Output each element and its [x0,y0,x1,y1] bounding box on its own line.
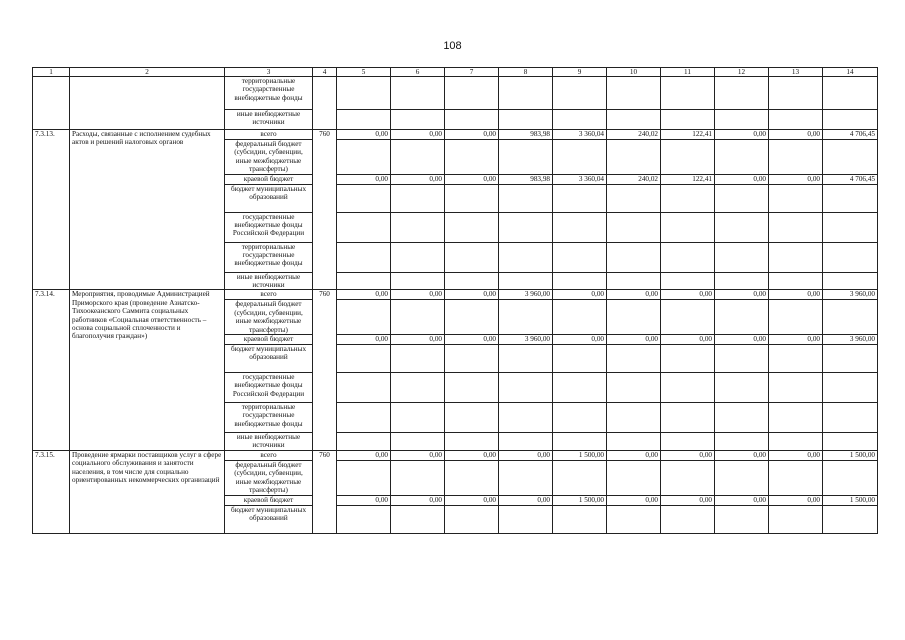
value-cell: 4 706,45 [823,174,878,184]
empty-cell [499,212,553,242]
source-cell: иные внебюджетные источники [225,110,313,130]
value-cell: 0,00 [337,495,391,505]
empty-cell [769,373,823,403]
source-cell: бюджет муниципальных образований [225,184,313,212]
value-cell: 0,00 [499,450,553,460]
value-cell: 0,00 [607,495,661,505]
empty-cell [715,345,769,373]
empty-cell [391,403,445,433]
value-cell: 3 960,00 [499,335,553,345]
empty-cell [499,433,553,451]
header-row [33,68,878,77]
item-name: Мероприятия, проводимые Администрацией Приморского края (проведение Азиатско-Тихоокеанского Саммита социальных работников «Социальная ответственность – основа социальной сплоченности и благополучия граждан») [70,290,225,450]
empty-cell [337,433,391,451]
header-cell: 13 [769,68,823,77]
empty-cell [607,460,661,495]
empty-cell [445,140,499,175]
empty-cell [445,110,499,130]
value-cell: 0,00 [607,450,661,460]
empty-cell [445,184,499,212]
empty-cell [823,403,878,433]
empty-cell [337,242,391,272]
empty-cell [391,433,445,451]
empty-cell [823,140,878,175]
value-cell: 240,02 [607,130,661,140]
value-cell: 0,00 [391,450,445,460]
empty-cell [715,242,769,272]
empty-cell [553,184,607,212]
source-cell: бюджет муниципальных образований [225,505,313,533]
empty-cell [499,272,553,290]
value-cell: 0,00 [391,495,445,505]
value-cell: 1 500,00 [823,495,878,505]
source-cell: государственные внебюджетные фонды Российской Федерации [225,212,313,242]
value-cell: 0,00 [445,450,499,460]
value-cell: 0,00 [715,495,769,505]
empty-cell [715,272,769,290]
empty-cell [553,77,607,110]
value-cell: 0,00 [607,335,661,345]
empty-cell [607,373,661,403]
empty-cell [499,403,553,433]
value-cell: 0,00 [445,290,499,300]
empty-cell [715,184,769,212]
empty-cell [661,345,715,373]
value-cell: 0,00 [769,290,823,300]
value-cell: 1 500,00 [553,495,607,505]
empty-cell [769,505,823,533]
value-cell: 0,00 [337,450,391,460]
header-cell: 6 [391,68,445,77]
empty-cell [661,77,715,110]
empty-cell [769,272,823,290]
empty-cell [553,300,607,335]
empty-cell [715,373,769,403]
empty-cell [715,403,769,433]
empty-cell [553,140,607,175]
empty-cell [661,403,715,433]
value-cell: 0,00 [391,335,445,345]
value-cell: 0,00 [769,495,823,505]
empty-cell [553,460,607,495]
table-row [33,130,878,140]
empty-cell [445,272,499,290]
empty-cell [661,110,715,130]
empty-cell [769,460,823,495]
empty-cell [391,272,445,290]
header-cell: 9 [553,68,607,77]
empty-cell [499,505,553,533]
empty-cell [607,300,661,335]
value-cell: 3 360,04 [553,174,607,184]
source-cell: территориальные государственные внебюджетные фонды [225,242,313,272]
empty-cell [715,77,769,110]
empty-cell [661,373,715,403]
empty-cell [607,77,661,110]
empty-cell [445,373,499,403]
empty-cell [715,140,769,175]
empty-cell [553,403,607,433]
header-cell: 11 [661,68,715,77]
item-unit: 760 [313,290,337,450]
empty-cell [607,110,661,130]
source-cell: иные внебюджетные источники [225,272,313,290]
value-cell: 0,00 [391,130,445,140]
empty-cell [337,272,391,290]
value-cell: 0,00 [553,290,607,300]
empty-cell [391,345,445,373]
empty-cell [769,77,823,110]
value-cell: 240,02 [607,174,661,184]
empty-cell [823,345,878,373]
empty-cell [445,433,499,451]
header-cell: 7 [445,68,499,77]
empty-cell [769,433,823,451]
value-cell: 0,00 [715,130,769,140]
empty-cell [823,373,878,403]
empty-cell [553,242,607,272]
empty-cell [445,300,499,335]
value-cell: 0,00 [337,290,391,300]
header-cell: 10 [607,68,661,77]
empty-cell [715,110,769,130]
empty-cell [823,272,878,290]
header-cell: 14 [823,68,878,77]
empty-cell [823,77,878,110]
empty-cell [337,184,391,212]
empty-cell [823,242,878,272]
empty-cell [499,300,553,335]
empty-cell [337,460,391,495]
table-row [33,290,878,300]
empty-cell [607,212,661,242]
source-cell: федеральный бюджет (субсидии, субвенции, иные межбюджетные трансферты) [225,460,313,495]
empty-cell [337,110,391,130]
empty-cell [661,184,715,212]
header-cell: 4 [313,68,337,77]
value-cell: 3 960,00 [499,290,553,300]
page-number: 108 [443,40,462,52]
empty-cell [823,110,878,130]
value-cell: 3 960,00 [823,335,878,345]
empty-cell [769,140,823,175]
item-name: Проведение ярмарки поставщиков услуг в сфере социального обслуживания и занятости населения, в том числе для социально ориентированных некоммерческих организаций [70,450,225,533]
value-cell: 1 500,00 [553,450,607,460]
table-row [33,450,878,460]
item-unit: 760 [313,130,337,290]
item-code: 7.3.13. [33,130,70,290]
value-cell: 3 960,00 [823,290,878,300]
value-cell: 0,00 [607,290,661,300]
empty-unit-cell [313,77,337,130]
value-cell: 0,00 [769,130,823,140]
value-cell: 0,00 [769,450,823,460]
empty-cell [661,272,715,290]
empty-cell [823,184,878,212]
value-cell: 0,00 [337,130,391,140]
empty-cell [823,212,878,242]
source-cell: иные внебюджетные источники [225,433,313,451]
value-cell: 0,00 [445,495,499,505]
empty-cell [607,505,661,533]
empty-cell [391,460,445,495]
empty-cell [499,110,553,130]
empty-cell [553,433,607,451]
empty-cell [715,300,769,335]
empty-cell [553,272,607,290]
empty-cell [661,140,715,175]
header-cell: 12 [715,68,769,77]
value-cell: 0,00 [445,130,499,140]
value-cell: 983,98 [499,130,553,140]
empty-cell [607,433,661,451]
empty-cell [661,212,715,242]
header-cell: 5 [337,68,391,77]
source-cell: государственные внебюджетные фонды Российской Федерации [225,373,313,403]
empty-cell [769,110,823,130]
value-cell: 0,00 [553,335,607,345]
empty-cell [607,242,661,272]
empty-cell [769,403,823,433]
empty-cell [769,300,823,335]
empty-cell [769,184,823,212]
value-cell: 0,00 [445,174,499,184]
value-cell: 0,00 [337,174,391,184]
empty-cell [715,460,769,495]
empty-cell [499,345,553,373]
empty-cell [661,505,715,533]
empty-cell [715,505,769,533]
empty-cell [823,300,878,335]
value-cell: 0,00 [715,335,769,345]
empty-cell [391,505,445,533]
empty-cell [391,110,445,130]
empty-cell [607,140,661,175]
value-cell: 4 706,45 [823,130,878,140]
source-cell: федеральный бюджет (субсидии, субвенции, иные межбюджетные трансферты) [225,300,313,335]
value-cell: 3 360,04 [553,130,607,140]
empty-name-cell [70,77,225,130]
empty-cell [607,272,661,290]
empty-cell [391,184,445,212]
empty-cell [445,77,499,110]
value-cell: 983,98 [499,174,553,184]
empty-code-cell [33,77,70,130]
source-cell: бюджет муниципальных образований [225,345,313,373]
source-cell: федеральный бюджет (субсидии, субвенции, иные межбюджетные трансферты) [225,140,313,175]
value-cell: 0,00 [391,290,445,300]
empty-cell [445,345,499,373]
empty-cell [337,300,391,335]
empty-cell [553,212,607,242]
empty-cell [391,212,445,242]
value-cell: 1 500,00 [823,450,878,460]
value-cell: 0,00 [769,335,823,345]
empty-cell [715,212,769,242]
source-cell: всего [225,290,313,300]
empty-cell [337,212,391,242]
value-cell: 0,00 [661,290,715,300]
empty-cell [445,460,499,495]
empty-cell [661,433,715,451]
empty-cell [391,373,445,403]
source-cell: краевой бюджет [225,495,313,505]
empty-cell [553,110,607,130]
source-cell: краевой бюджет [225,174,313,184]
empty-cell [337,403,391,433]
budget-table [32,67,878,534]
header-cell: 2 [70,68,225,77]
item-code: 7.3.15. [33,450,70,533]
empty-cell [715,433,769,451]
header-cell: 1 [33,68,70,77]
empty-cell [337,345,391,373]
empty-cell [499,373,553,403]
table-row [33,77,878,110]
value-cell: 0,00 [445,335,499,345]
empty-cell [499,184,553,212]
empty-cell [769,242,823,272]
empty-cell [337,373,391,403]
empty-cell [391,77,445,110]
empty-cell [553,505,607,533]
value-cell: 0,00 [661,495,715,505]
empty-cell [445,242,499,272]
empty-cell [445,505,499,533]
empty-cell [337,77,391,110]
empty-cell [337,505,391,533]
empty-cell [823,505,878,533]
value-cell: 0,00 [337,335,391,345]
source-cell: краевой бюджет [225,335,313,345]
empty-cell [553,373,607,403]
value-cell: 0,00 [715,450,769,460]
empty-cell [661,242,715,272]
empty-cell [823,433,878,451]
empty-cell [445,212,499,242]
header-cell: 3 [225,68,313,77]
empty-cell [553,345,607,373]
table-body [33,68,878,534]
item-code: 7.3.14. [33,290,70,450]
source-cell: всего [225,130,313,140]
empty-cell [607,403,661,433]
empty-cell [337,140,391,175]
value-cell: 0,00 [769,174,823,184]
empty-cell [499,242,553,272]
value-cell: 0,00 [661,335,715,345]
empty-cell [661,460,715,495]
source-cell: всего [225,450,313,460]
empty-cell [391,140,445,175]
empty-cell [769,212,823,242]
empty-cell [823,460,878,495]
empty-cell [607,184,661,212]
empty-cell [499,77,553,110]
value-cell: 122,41 [661,174,715,184]
empty-cell [445,403,499,433]
value-cell: 122,41 [661,130,715,140]
empty-cell [769,345,823,373]
value-cell: 0,00 [499,495,553,505]
item-name: Расходы, связанные с исполнением судебных актов и решений налоговых органов [70,130,225,290]
value-cell: 0,00 [715,290,769,300]
empty-cell [607,345,661,373]
source-cell: территориальные государственные внебюджетные фонды [225,77,313,110]
empty-cell [391,242,445,272]
empty-cell [499,140,553,175]
empty-cell [661,300,715,335]
header-cell: 8 [499,68,553,77]
empty-cell [499,460,553,495]
source-cell: территориальные государственные внебюджетные фонды [225,403,313,433]
value-cell: 0,00 [661,450,715,460]
value-cell: 0,00 [715,174,769,184]
value-cell: 0,00 [391,174,445,184]
empty-cell [391,300,445,335]
item-unit: 760 [313,450,337,533]
